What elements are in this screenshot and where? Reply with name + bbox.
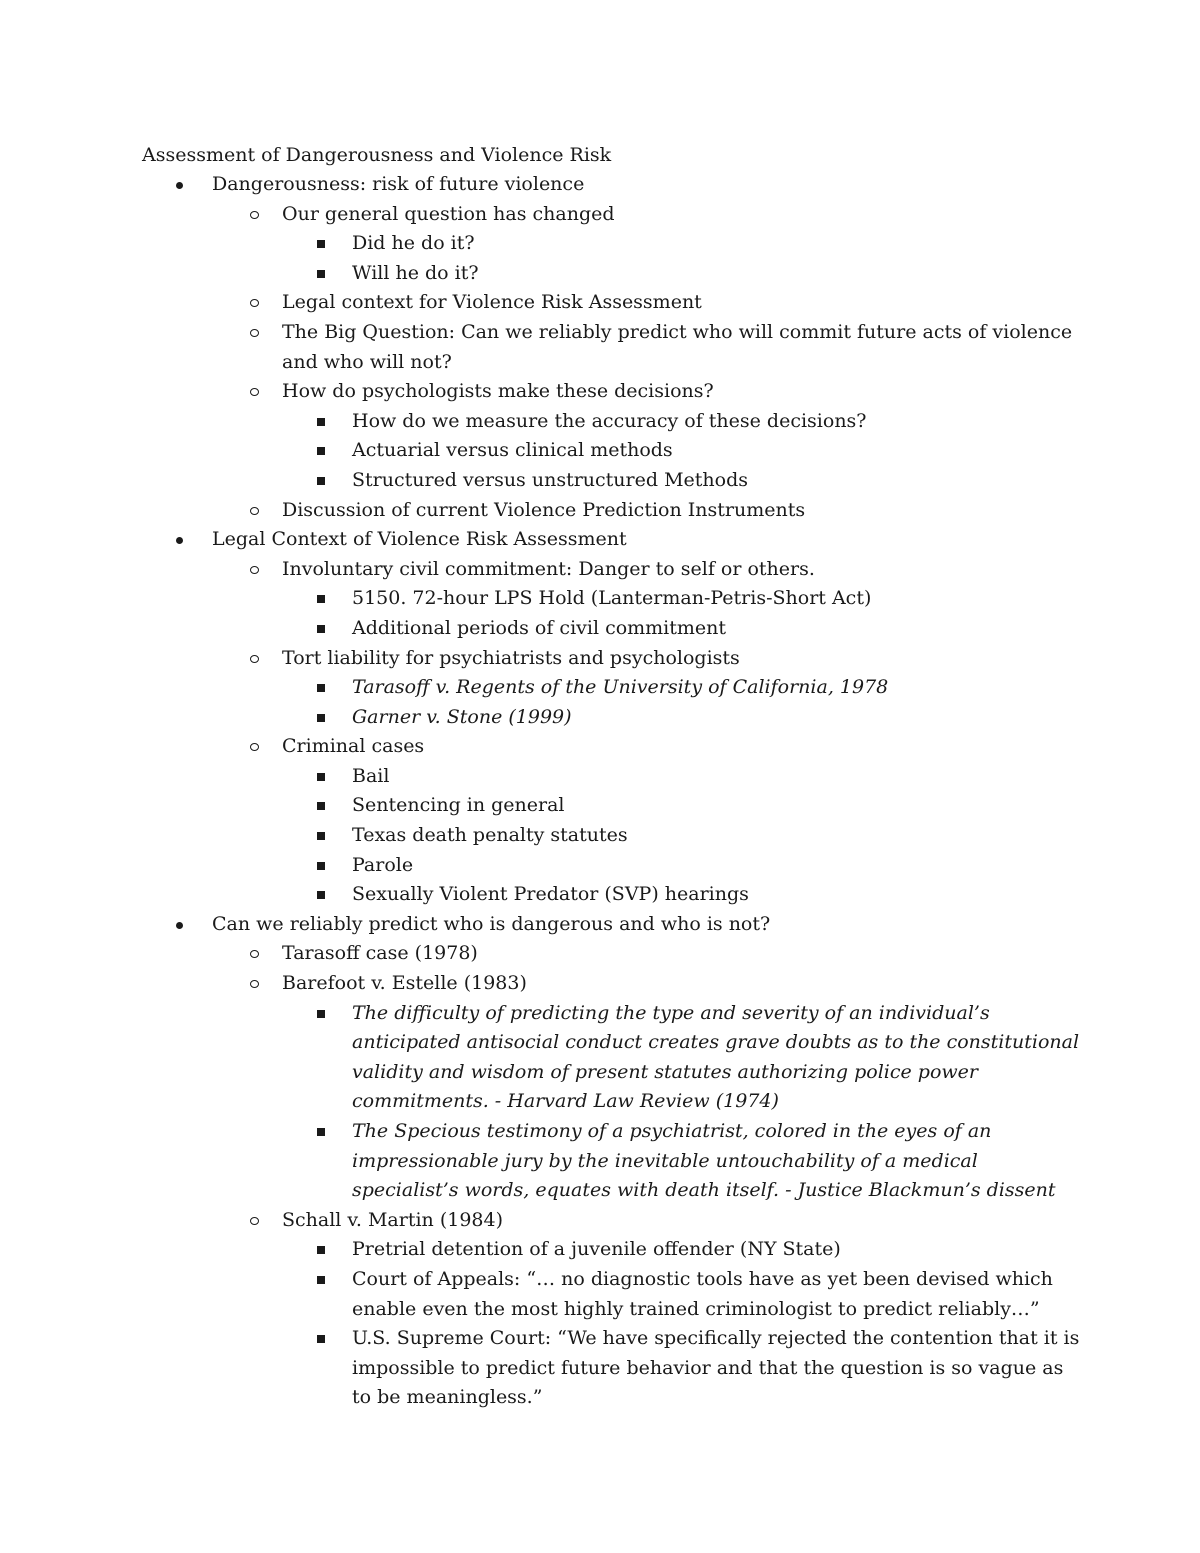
outline-item-text: The Big Question: Can we reliably predict who will commit future acts of violence and who will not? (282, 320, 1073, 373)
outline-item-level-3 (352, 466, 1082, 496)
outline-item-text: Structured versus unstructured Methods (352, 468, 748, 491)
sub-outline-level-3 (352, 584, 1082, 643)
outline-item-level-3 (352, 703, 1082, 733)
outline-item-level-1 (212, 910, 1082, 1413)
outline-item-text: Can we reliably predict who is dangerous and who is not? (212, 912, 771, 935)
outline-item-level-3 (352, 851, 1082, 881)
outline-item-text: Dangerousness: risk of future violence (212, 173, 585, 195)
sub-outline-level-3 (352, 407, 1082, 496)
outline-item-level-3 (352, 229, 1082, 259)
outline-item-level-3 (352, 762, 1082, 792)
outline-item-level-2 (282, 1206, 1082, 1413)
outline-item-text: Tarasoff v. Regents of the University of California, 1978 (352, 676, 889, 699)
outline-item-text: Schall v. Martin (1984) (282, 1208, 504, 1231)
outline-item-level-3 (352, 1265, 1082, 1324)
outline-item-text: How do psychologists make these decisions? (282, 380, 714, 403)
sub-outline-level-2 (282, 555, 1082, 910)
outline-item-level-2 (282, 200, 1082, 289)
outline-item-text: The difficulty of predicting the type and severity of an individual’s anticipated antisocial conduct creates grave doubts as to the constitutional validity and wisdom of present statutes authorizing police power commitments. - Harvard Law Review (1974) (352, 1001, 1080, 1113)
outline-item-text: Tarasoff case (1978) (282, 942, 478, 965)
outline-item-text: Involuntary civil commitment: Danger to self or others. (282, 557, 815, 580)
outline-item-level-3 (352, 1324, 1082, 1413)
outline-item-text: Discussion of current Violence Prediction Instruments (282, 498, 806, 521)
outline-item-level-2 (282, 496, 1082, 526)
outline-item-text: Additional periods of civil commitment (352, 616, 727, 639)
outline-item-level-3 (352, 584, 1082, 614)
outline-item-text: Legal Context of Violence Risk Assessment (212, 528, 627, 551)
sub-outline-level-2 (282, 200, 1082, 526)
outline-item-level-2 (282, 288, 1082, 318)
outline-item-text: Parole (352, 853, 414, 876)
outline-item-level-3 (352, 673, 1082, 703)
outline-item-text: Texas death penalty statutes (352, 824, 628, 847)
outline-item-level-3 (352, 407, 1082, 437)
outline-item-level-2 (282, 318, 1082, 377)
outline-item-level-2 (282, 644, 1082, 733)
outline-item-text: The Specious testimony of a psychiatrist, colored in the eyes of an impressionable jury by the inevitable untouchability of a medical specialist’s words, equates with death itself. - Justice Blackmun’s dissent (352, 1120, 1056, 1202)
outline-item-level-3 (352, 1235, 1082, 1265)
outline-item-level-3 (352, 259, 1082, 289)
outline-item-level-3 (352, 821, 1082, 851)
outline-item-text: Our general question has changed (282, 202, 615, 225)
outline-item-text: Criminal cases (282, 735, 425, 758)
document-title: Assessment of Dangerousness and Violence Risk (142, 144, 612, 166)
outline-item-level-1 (212, 170, 1082, 525)
outline-item-level-3 (352, 614, 1082, 644)
outline-item-text: U.S. Supreme Court: “We have specifically rejected the contention that it is impossible to predict future behavior and that the question is so vague as to be meaningless.” (352, 1327, 1080, 1409)
outline-item-text: Bail (352, 764, 390, 787)
outline-item-level-2 (282, 377, 1082, 495)
sub-outline-level-2 (282, 939, 1082, 1413)
sub-outline-level-3 (352, 1235, 1082, 1413)
outline-item-text: Tort liability for psychiatrists and psychologists (282, 646, 740, 669)
sub-outline-level-3 (352, 999, 1082, 1206)
outline-item-level-3 (352, 999, 1082, 1117)
outline-item-level-2 (282, 969, 1082, 1206)
outline-item-text: Actuarial versus clinical methods (352, 439, 673, 462)
outline-item-text: Legal context for Violence Risk Assessment (282, 291, 702, 314)
outline-item-text: Sexually Violent Predator (SVP) hearings (352, 883, 749, 906)
outline-item-level-3 (352, 791, 1082, 821)
sub-outline-level-3 (352, 229, 1082, 288)
sub-outline-level-3 (352, 762, 1082, 910)
outline-item-text: Pretrial detention of a juvenile offender (NY State) (352, 1238, 841, 1261)
outline-item-level-2 (282, 555, 1082, 644)
outline-item-text: Garner v. Stone (1999) (352, 705, 572, 728)
outline-item-text: 5150. 72-hour LPS Hold (Lanterman-Petris-Short Act) (352, 587, 872, 610)
outline-item-level-3 (352, 1117, 1082, 1206)
outline-item-text: How do we measure the accuracy of these decisions? (352, 409, 867, 432)
outline-item-text: Court of Appeals: “… no diagnostic tools have as yet been devised which enable even the most highly trained criminologist to predict reliably…” (352, 1267, 1053, 1320)
outline-item-text: Sentencing in general (352, 794, 565, 817)
outline-item-level-3 (352, 436, 1082, 466)
outline-item-text: Barefoot v. Estelle (1983) (282, 972, 527, 995)
outline-item-level-1 (212, 525, 1082, 910)
outline-item-level-2 (282, 939, 1082, 969)
outline-item-text: Will he do it? (352, 261, 479, 284)
sub-outline-level-3 (352, 673, 1082, 732)
outline-item-level-2 (282, 732, 1082, 910)
outline-item-level-3 (352, 880, 1082, 910)
outline (212, 170, 1082, 1413)
outline-item-text: Did he do it? (352, 232, 475, 255)
